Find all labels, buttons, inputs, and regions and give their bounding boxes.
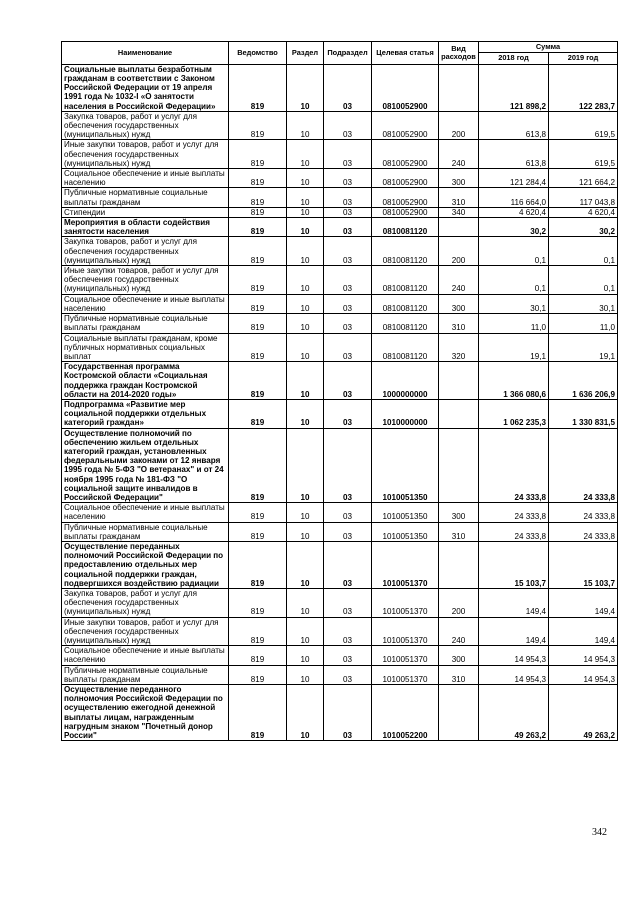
cell-name: Закупка товаров, работ и услуг для обеспечения государственных (муниципальных) нужд — [62, 111, 229, 140]
cell-vedomstvo: 819 — [229, 362, 287, 400]
table-row — [62, 237, 618, 266]
cell-razdel: 10 — [287, 617, 324, 646]
cell-sum-2019: 619,5 — [549, 111, 618, 140]
cell-target-article: 0810052900 — [372, 140, 439, 169]
cell-sum-2019: 149,4 — [549, 588, 618, 617]
cell-target-article: 0810081120 — [372, 333, 439, 362]
cell-sum-2018: 24 333,8 — [479, 522, 549, 541]
cell-vedomstvo: 819 — [229, 428, 287, 503]
cell-sum-2018: 24 333,8 — [479, 428, 549, 503]
cell-podrazdel: 03 — [324, 333, 372, 362]
cell-sum-2019: 117 043,8 — [549, 188, 618, 207]
cell-vedomstvo: 819 — [229, 188, 287, 207]
cell-podrazdel: 03 — [324, 294, 372, 313]
cell-target-article: 1010051370 — [372, 541, 439, 588]
cell-vedomstvo: 819 — [229, 685, 287, 741]
cell-target-article: 0810052900 — [372, 169, 439, 188]
cell-name: Подпрограмма «Развитие мер социальной поддержки отдельных категорий граждан» — [62, 399, 229, 428]
cell-expense-type: 240 — [439, 617, 479, 646]
cell-razdel: 10 — [287, 188, 324, 207]
table-row — [62, 111, 618, 140]
cell-name: Социальное обеспечение и иные выплаты населению — [62, 503, 229, 522]
cell-expense-type: 320 — [439, 333, 479, 362]
cell-vedomstvo: 819 — [229, 237, 287, 266]
cell-name: Социальное обеспечение и иные выплаты населению — [62, 646, 229, 665]
page-number: 342 — [592, 827, 607, 838]
table-row — [62, 207, 618, 217]
table-row — [62, 503, 618, 522]
cell-name: Социальное обеспечение и иные выплаты населению — [62, 294, 229, 313]
cell-expense-type: 240 — [439, 140, 479, 169]
cell-vedomstvo: 819 — [229, 64, 287, 111]
table-row — [62, 333, 618, 362]
table-row — [62, 588, 618, 617]
cell-podrazdel: 03 — [324, 111, 372, 140]
cell-sum-2019: 1 636 206,9 — [549, 362, 618, 400]
cell-razdel: 10 — [287, 64, 324, 111]
cell-podrazdel: 03 — [324, 685, 372, 741]
cell-sum-2018: 613,8 — [479, 140, 549, 169]
cell-target-article: 1010051350 — [372, 428, 439, 503]
cell-name: Государственная программа Костромской области «Социальная поддержка граждан Костромской области на 2014-2020 годы» — [62, 362, 229, 400]
cell-sum-2019: 0,1 — [549, 237, 618, 266]
budget-table — [61, 41, 618, 741]
cell-expense-type — [439, 399, 479, 428]
cell-razdel: 10 — [287, 111, 324, 140]
cell-sum-2019: 14 954,3 — [549, 665, 618, 684]
cell-name: Публичные нормативные социальные выплаты гражданам — [62, 665, 229, 684]
table-row — [62, 428, 618, 503]
cell-expense-type: 300 — [439, 646, 479, 665]
cell-vedomstvo: 819 — [229, 314, 287, 333]
cell-expense-type: 310 — [439, 188, 479, 207]
cell-name: Иные закупки товаров, работ и услуг для обеспечения государственных (муниципальных) нужд — [62, 617, 229, 646]
cell-podrazdel: 03 — [324, 665, 372, 684]
cell-target-article: 1010051370 — [372, 588, 439, 617]
cell-razdel: 10 — [287, 266, 324, 295]
cell-podrazdel: 03 — [324, 428, 372, 503]
cell-sum-2018: 14 954,3 — [479, 646, 549, 665]
cell-target-article: 1010051370 — [372, 665, 439, 684]
cell-name: Закупка товаров, работ и услуг для обеспечения государственных (муниципальных) нужд — [62, 588, 229, 617]
cell-sum-2018: 0,1 — [479, 237, 549, 266]
cell-name: Публичные нормативные социальные выплаты гражданам — [62, 522, 229, 541]
cell-sum-2019: 24 333,8 — [549, 522, 618, 541]
cell-expense-type — [439, 428, 479, 503]
cell-expense-type: 310 — [439, 665, 479, 684]
cell-target-article: 0810081120 — [372, 294, 439, 313]
cell-podrazdel: 03 — [324, 207, 372, 217]
cell-sum-2019: 11,0 — [549, 314, 618, 333]
cell-expense-type: 310 — [439, 314, 479, 333]
cell-sum-2019: 1 330 831,5 — [549, 399, 618, 428]
table-row — [62, 140, 618, 169]
cell-sum-2019: 15 103,7 — [549, 541, 618, 588]
table-row — [62, 541, 618, 588]
cell-podrazdel: 03 — [324, 188, 372, 207]
table-row — [62, 169, 618, 188]
cell-vedomstvo: 819 — [229, 140, 287, 169]
cell-expense-type: 310 — [439, 522, 479, 541]
cell-expense-type: 200 — [439, 237, 479, 266]
cell-podrazdel: 03 — [324, 169, 372, 188]
header-sum: Сумма — [479, 42, 618, 53]
header-name: Наименование — [62, 42, 229, 65]
cell-podrazdel: 03 — [324, 64, 372, 111]
table-row — [62, 617, 618, 646]
cell-podrazdel: 03 — [324, 218, 372, 237]
cell-razdel: 10 — [287, 399, 324, 428]
cell-expense-type — [439, 685, 479, 741]
table-row — [62, 522, 618, 541]
cell-target-article: 0810081120 — [372, 266, 439, 295]
cell-expense-type — [439, 541, 479, 588]
cell-razdel: 10 — [287, 169, 324, 188]
cell-sum-2018: 1 062 235,3 — [479, 399, 549, 428]
cell-sum-2019: 19,1 — [549, 333, 618, 362]
cell-vedomstvo: 819 — [229, 399, 287, 428]
cell-sum-2019: 0,1 — [549, 266, 618, 295]
table-row — [62, 399, 618, 428]
cell-vedomstvo: 819 — [229, 266, 287, 295]
cell-podrazdel: 03 — [324, 399, 372, 428]
cell-target-article: 0810052900 — [372, 207, 439, 217]
cell-sum-2018: 19,1 — [479, 333, 549, 362]
header-expense-type: Вид расходов — [439, 42, 479, 65]
cell-sum-2018: 30,2 — [479, 218, 549, 237]
cell-sum-2019: 619,5 — [549, 140, 618, 169]
cell-expense-type: 200 — [439, 111, 479, 140]
cell-target-article: 1010051350 — [372, 503, 439, 522]
cell-target-article: 0810081120 — [372, 218, 439, 237]
cell-razdel: 10 — [287, 207, 324, 217]
cell-sum-2018: 116 664,0 — [479, 188, 549, 207]
table-row — [62, 266, 618, 295]
cell-sum-2018: 24 333,8 — [479, 503, 549, 522]
cell-vedomstvo: 819 — [229, 111, 287, 140]
cell-name: Социальные выплаты гражданам, кроме публичных нормативных социальных выплат — [62, 333, 229, 362]
header-vedomstvo: Ведомство — [229, 42, 287, 65]
cell-vedomstvo: 819 — [229, 169, 287, 188]
header-target-article: Целевая статья — [372, 42, 439, 65]
cell-target-article: 1000000000 — [372, 362, 439, 400]
cell-name: Осуществление полномочий по обеспечению жильем отдельных категорий граждан, установленных федеральными законами от 12 января 1995 года № 5-ФЗ "О ветеранах" и от 24 ноября 1995 года № 181-ФЗ "О социальной защите инвалидов в Российской Федерации" — [62, 428, 229, 503]
cell-target-article: 0810081120 — [372, 237, 439, 266]
cell-vedomstvo: 819 — [229, 646, 287, 665]
cell-name: Иные закупки товаров, работ и услуг для обеспечения государственных (муниципальных) нужд — [62, 140, 229, 169]
cell-vedomstvo: 819 — [229, 617, 287, 646]
table-row — [62, 218, 618, 237]
cell-sum-2018: 121 284,4 — [479, 169, 549, 188]
cell-razdel: 10 — [287, 503, 324, 522]
cell-expense-type: 300 — [439, 294, 479, 313]
cell-sum-2019: 30,2 — [549, 218, 618, 237]
cell-sum-2018: 30,1 — [479, 294, 549, 313]
cell-vedomstvo: 819 — [229, 294, 287, 313]
table-row — [62, 665, 618, 684]
cell-target-article: 1010000000 — [372, 399, 439, 428]
cell-name: Мероприятия в области содействия занятости населения — [62, 218, 229, 237]
cell-razdel: 10 — [287, 237, 324, 266]
cell-razdel: 10 — [287, 588, 324, 617]
cell-podrazdel: 03 — [324, 266, 372, 295]
table-row — [62, 685, 618, 741]
cell-podrazdel: 03 — [324, 237, 372, 266]
cell-sum-2018: 121 898,2 — [479, 64, 549, 111]
cell-target-article: 1010051370 — [372, 646, 439, 665]
cell-razdel: 10 — [287, 665, 324, 684]
cell-vedomstvo: 819 — [229, 665, 287, 684]
cell-podrazdel: 03 — [324, 314, 372, 333]
cell-target-article: 0810052900 — [372, 188, 439, 207]
cell-sum-2019: 122 283,7 — [549, 64, 618, 111]
table-row — [62, 314, 618, 333]
cell-expense-type — [439, 64, 479, 111]
header-razdel: Раздел — [287, 42, 324, 65]
cell-podrazdel: 03 — [324, 541, 372, 588]
cell-target-article: 1010052200 — [372, 685, 439, 741]
cell-razdel: 10 — [287, 294, 324, 313]
cell-sum-2019: 30,1 — [549, 294, 618, 313]
cell-sum-2018: 14 954,3 — [479, 665, 549, 684]
cell-vedomstvo: 819 — [229, 588, 287, 617]
table-header — [62, 42, 618, 65]
cell-target-article: 1010051370 — [372, 617, 439, 646]
cell-razdel: 10 — [287, 541, 324, 588]
cell-expense-type — [439, 218, 479, 237]
cell-sum-2018: 4 620,4 — [479, 207, 549, 217]
cell-podrazdel: 03 — [324, 646, 372, 665]
cell-razdel: 10 — [287, 428, 324, 503]
cell-sum-2018: 11,0 — [479, 314, 549, 333]
cell-razdel: 10 — [287, 646, 324, 665]
cell-target-article: 0810052900 — [372, 111, 439, 140]
cell-sum-2019: 49 263,2 — [549, 685, 618, 741]
cell-name: Социальные выплаты безработным гражданам в соответствии с Законом Российской Федерации от 19 апреля 1991 года № 1032-I «О занятости населения в Российской Федерации» — [62, 64, 229, 111]
cell-expense-type: 300 — [439, 169, 479, 188]
cell-expense-type: 200 — [439, 588, 479, 617]
cell-sum-2019: 149,4 — [549, 617, 618, 646]
cell-name: Иные закупки товаров, работ и услуг для обеспечения государственных (муниципальных) нужд — [62, 266, 229, 295]
cell-sum-2018: 1 366 080,6 — [479, 362, 549, 400]
cell-razdel: 10 — [287, 522, 324, 541]
cell-razdel: 10 — [287, 362, 324, 400]
cell-vedomstvo: 819 — [229, 522, 287, 541]
cell-sum-2018: 149,4 — [479, 617, 549, 646]
cell-expense-type — [439, 362, 479, 400]
cell-podrazdel: 03 — [324, 617, 372, 646]
header-year-2018: 2018 год — [479, 53, 549, 64]
cell-vedomstvo: 819 — [229, 333, 287, 362]
table-row — [62, 294, 618, 313]
cell-sum-2018: 49 263,2 — [479, 685, 549, 741]
cell-vedomstvo: 819 — [229, 207, 287, 217]
cell-razdel: 10 — [287, 685, 324, 741]
cell-razdel: 10 — [287, 140, 324, 169]
cell-podrazdel: 03 — [324, 503, 372, 522]
table-row — [62, 64, 618, 111]
cell-name: Осуществление переданного полномочия Российской Федерации по осуществлению ежегодной денежной выплаты лицам, награжденным нагрудным знаком "Почетный донор России" — [62, 685, 229, 741]
cell-target-article: 0810081120 — [372, 314, 439, 333]
table-row — [62, 646, 618, 665]
cell-sum-2019: 14 954,3 — [549, 646, 618, 665]
cell-sum-2018: 15 103,7 — [479, 541, 549, 588]
cell-razdel: 10 — [287, 218, 324, 237]
cell-name: Закупка товаров, работ и услуг для обеспечения государственных (муниципальных) нужд — [62, 237, 229, 266]
cell-sum-2018: 0,1 — [479, 266, 549, 295]
cell-sum-2018: 149,4 — [479, 588, 549, 617]
cell-name: Публичные нормативные социальные выплаты гражданам — [62, 314, 229, 333]
cell-name: Стипендии — [62, 207, 229, 217]
header-year-2019: 2019 год — [549, 53, 618, 64]
table-row — [62, 188, 618, 207]
cell-vedomstvo: 819 — [229, 218, 287, 237]
cell-sum-2019: 4 620,4 — [549, 207, 618, 217]
cell-expense-type: 240 — [439, 266, 479, 295]
cell-vedomstvo: 819 — [229, 541, 287, 588]
cell-sum-2019: 24 333,8 — [549, 428, 618, 503]
cell-expense-type: 340 — [439, 207, 479, 217]
header-podrazdel: Подраздел — [324, 42, 372, 65]
cell-sum-2019: 121 664,2 — [549, 169, 618, 188]
cell-name: Осуществление переданных полномочий Российской Федерации по предоставлению отдельных мер социальной поддержки граждан, подвергшихся воздействию радиации — [62, 541, 229, 588]
cell-target-article: 1010051350 — [372, 522, 439, 541]
table-body — [62, 64, 618, 740]
cell-razdel: 10 — [287, 314, 324, 333]
cell-podrazdel: 03 — [324, 588, 372, 617]
cell-name: Социальное обеспечение и иные выплаты населению — [62, 169, 229, 188]
table-row — [62, 362, 618, 400]
cell-sum-2019: 24 333,8 — [549, 503, 618, 522]
cell-vedomstvo: 819 — [229, 503, 287, 522]
cell-podrazdel: 03 — [324, 362, 372, 400]
cell-podrazdel: 03 — [324, 522, 372, 541]
cell-podrazdel: 03 — [324, 140, 372, 169]
cell-sum-2018: 613,8 — [479, 111, 549, 140]
cell-name: Публичные нормативные социальные выплаты гражданам — [62, 188, 229, 207]
cell-expense-type: 300 — [439, 503, 479, 522]
cell-target-article: 0810052900 — [372, 64, 439, 111]
cell-razdel: 10 — [287, 333, 324, 362]
